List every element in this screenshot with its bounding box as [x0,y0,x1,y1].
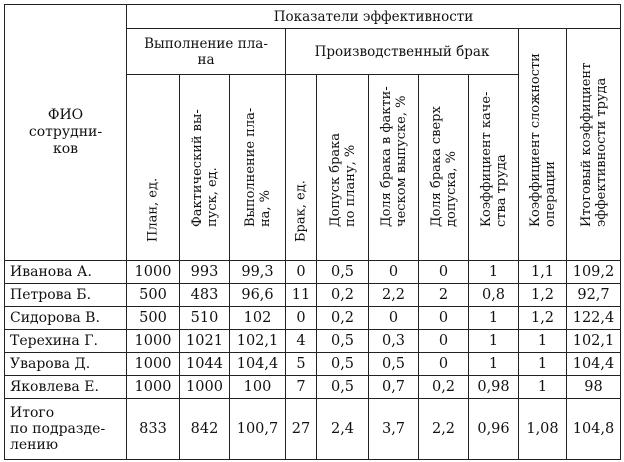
over-cell: 0 [419,261,469,284]
quality-cell: 1 [469,353,519,376]
tolerance-col-line: по плану, % [342,144,358,227]
exec-cell: 99,3 [230,261,286,284]
total-coef-col-line: эффективности труда [593,77,609,227]
total-quality-cell: 0,96 [469,399,519,460]
share-col-line: ческом выпуске, % [393,95,409,227]
tolerance-cell: 0,2 [317,284,369,307]
exec-cell: 102 [230,307,286,330]
fact-cell: 1021 [180,330,230,353]
employee-name-cell: Уварова Д. [5,353,127,376]
tolerance-cell: 0,5 [317,261,369,284]
plan-cell: 1000 [127,261,180,284]
complexity-cell: 1,2 [519,284,567,307]
over-cell: 2 [419,284,469,307]
total-row-label-line: по подразде- [10,421,106,437]
total-share-cell: 3,7 [369,399,419,460]
employee-name-cell: Иванова А. [5,261,127,284]
over-cell: 0,2 [419,376,469,399]
quality-cell: 1 [469,330,519,353]
total-cell: 102,1 [567,330,621,353]
over-cell: 0 [419,307,469,330]
fact-cell: 993 [180,261,230,284]
exec-cell: 100 [230,376,286,399]
total-cell: 104,4 [567,353,621,376]
total-cell: 109,2 [567,261,621,284]
complexity-cell: 1 [519,353,567,376]
table-row [5,376,621,399]
plan-cell: 500 [127,284,180,307]
share-cell: 0 [369,307,419,330]
defect-col-header [286,75,317,261]
over-col-header [419,75,469,261]
plan-cell: 500 [127,307,180,330]
over-col-line: Доля брака сверх [428,106,444,227]
plan-col-header [127,75,180,261]
fact-cell: 510 [180,307,230,330]
employee-name-cell: Петрова Б. [5,284,127,307]
total-over-cell: 2,2 [419,399,469,460]
defect-cell: 4 [286,330,317,353]
total-coef-col-header [567,29,621,261]
exec-col-line: Выполнение пла- [242,107,258,227]
share-col-header [369,75,419,261]
over-col-line: допуска, % [443,151,459,227]
share-col-line: Доля брака в факти- [378,86,394,227]
exec-cell: 102,1 [230,330,286,353]
plan-group-line: Выполнение пла- [144,35,268,52]
total-defect-cell: 27 [286,399,317,460]
total-row [5,399,621,460]
quality-cell: 1 [469,307,519,330]
quality-col-line: ства труда [493,154,509,227]
plan-group-header [127,29,286,75]
over-cell: 0 [419,353,469,376]
defect-group-header: Производственный брак [286,29,519,75]
exec-cell: 96,6 [230,284,286,307]
tolerance-cell: 0,5 [317,376,369,399]
plan-col-line: План, ед. [145,177,161,242]
plan-cell: 1000 [127,376,180,399]
tolerance-cell: 0,5 [317,330,369,353]
complexity-col-line: операции [542,161,558,227]
total-row-label-line: лению [10,437,59,453]
tolerance-col-header [317,75,369,261]
table-row [5,353,621,376]
efficiency-table [4,4,621,460]
fio-header-line: ков [52,141,79,157]
plan-cell: 1000 [127,330,180,353]
defect-cell: 0 [286,261,317,284]
defect-cell: 0 [286,307,317,330]
share-cell: 0,5 [369,353,419,376]
fact-cell: 483 [180,284,230,307]
total-complexity-cell: 1,08 [519,399,567,460]
share-cell: 0 [369,261,419,284]
employee-name-cell: Сидорова В. [5,307,127,330]
complexity-col-header [519,29,567,261]
plan-cell: 1000 [127,353,180,376]
exec-col-line: на, % [257,189,273,227]
defect-col-line: Брак, ед. [293,180,309,242]
total-row-label-line: Итого [10,405,55,421]
total-row-label [5,399,127,460]
share-cell: 0,3 [369,330,419,353]
total-cell: 98 [567,376,621,399]
table-row [5,307,621,330]
defect-cell: 5 [286,353,317,376]
tolerance-col-line: Допуск брака [327,132,343,227]
tolerance-cell: 0,2 [317,307,369,330]
fio-header [5,5,127,261]
quality-cell: 0,98 [469,376,519,399]
quality-col-line: Коэффициент каче- [478,91,494,227]
total-coef-col-line: Итоговый коэффициент [578,62,594,227]
share-cell: 0,7 [369,376,419,399]
plan-group-line: на [197,51,215,68]
fact-col-line: Фактический вы- [189,109,205,227]
efficiency-group-header: Показатели эффективности [127,5,621,29]
total-cell: 92,7 [567,284,621,307]
complexity-cell: 1,1 [519,261,567,284]
employee-name-cell: Яковлева Е. [5,376,127,399]
fio-header-line: сотрудни- [28,124,103,140]
quality-col-header [469,75,519,261]
over-cell: 0 [419,330,469,353]
fact-col-header [180,75,230,261]
table-row [5,330,621,353]
complexity-cell: 1 [519,330,567,353]
table-row [5,261,621,284]
total-plan-cell: 833 [127,399,180,460]
tolerance-cell: 0,5 [317,353,369,376]
total-fact-cell: 842 [180,399,230,460]
fact-cell: 1000 [180,376,230,399]
defect-cell: 11 [286,284,317,307]
quality-cell: 1 [469,261,519,284]
defect-cell: 7 [286,376,317,399]
complexity-col-line: Коэффициент сложности [527,53,543,227]
exec-cell: 104,4 [230,353,286,376]
efficiency-table-container [4,4,620,460]
quality-cell: 0,8 [469,284,519,307]
fact-col-line: пуск, ед. [204,167,220,227]
share-cell: 2,2 [369,284,419,307]
table-row [5,284,621,307]
total-tolerance-cell: 2,4 [317,399,369,460]
total-coef-cell: 104,8 [567,399,621,460]
fio-header-line: ФИО [47,107,84,123]
fact-cell: 1044 [180,353,230,376]
complexity-cell: 1 [519,376,567,399]
total-cell: 122,4 [567,307,621,330]
total-exec-cell: 100,7 [230,399,286,460]
complexity-cell: 1,2 [519,307,567,330]
exec-col-header [230,75,286,261]
employee-name-cell: Терехина Г. [5,330,127,353]
